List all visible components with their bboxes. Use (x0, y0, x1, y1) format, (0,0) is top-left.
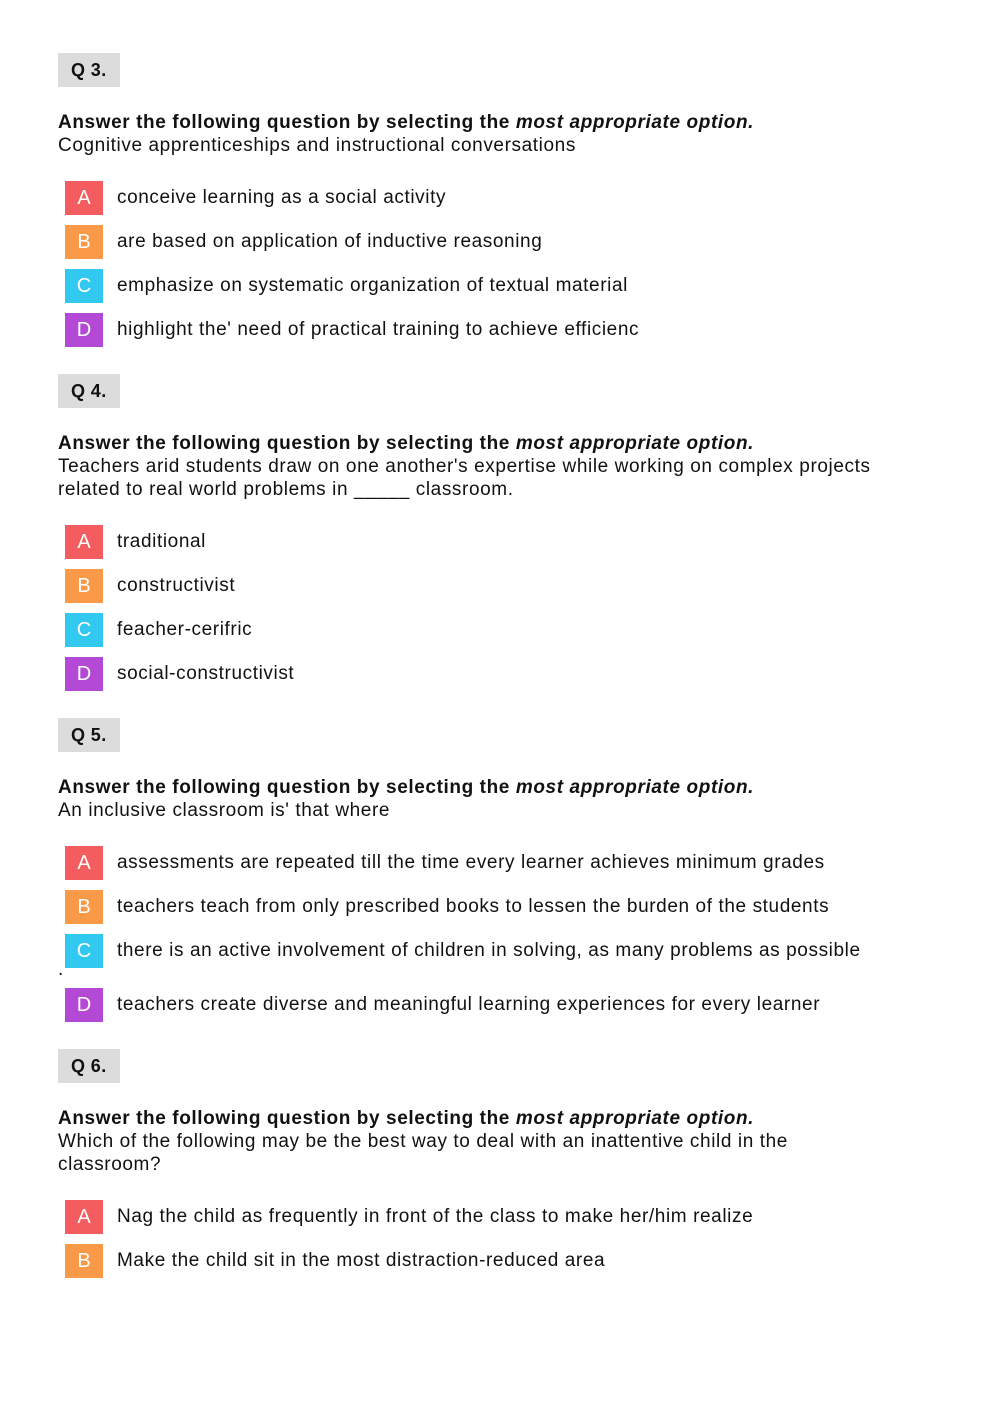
option-badge-c: C (65, 934, 103, 968)
option-text: teachers create diverse and meaningful learning experiences for every learner (117, 994, 821, 1015)
question-5 (58, 718, 938, 1022)
option-badge-b: B (65, 569, 103, 603)
option-text: are based on application of inductive reasoning (117, 231, 543, 252)
option-text: Nag the child as frequently in front of the class to make her/him realize (117, 1206, 754, 1227)
option-badge-d: D (65, 313, 103, 347)
option-badge-c: C (65, 613, 103, 647)
option-b[interactable] (58, 569, 938, 603)
option-text: highlight the' need of practical training to achieve efficienc (117, 319, 640, 340)
option-text: traditional (117, 531, 206, 552)
option-a[interactable] (58, 525, 938, 559)
option-text: conceive learning as a social activity (117, 187, 447, 208)
options-list (58, 1200, 938, 1278)
option-badge-c: C (65, 269, 103, 303)
option-d[interactable] (58, 988, 938, 1022)
question-stem: Which of the following may be the best way to deal with an inattentive child in the classroom? (58, 1131, 788, 1175)
options-list (58, 181, 938, 347)
instruction (58, 1107, 938, 1176)
question-number: Q 3. (58, 53, 120, 87)
option-b[interactable] (58, 225, 938, 259)
option-text: teachers teach from only prescribed books to lessen the burden of the students (117, 896, 830, 917)
option-text: social-constructivist (117, 663, 295, 684)
question-3 (58, 53, 938, 347)
options-list (58, 846, 938, 1022)
instruction (58, 432, 938, 501)
option-badge-a: A (65, 1200, 103, 1234)
option-c[interactable] (58, 269, 938, 303)
question-page (58, 53, 938, 1288)
instruction-emphasis: most appropriate option. (515, 112, 755, 133)
instruction-emphasis: most appropriate option. (515, 777, 755, 798)
option-text: emphasize on systematic organization of textual material (117, 275, 628, 296)
instruction-text: Answer the following question by selecting the (58, 1108, 516, 1129)
option-badge-a: A (65, 846, 103, 880)
option-text: Make the child sit in the most distraction-reduced area (117, 1250, 606, 1271)
option-badge-d: D (65, 988, 103, 1022)
instruction-emphasis: most appropriate option. (515, 433, 755, 454)
question-number: Q 4. (58, 374, 120, 408)
question-4 (58, 374, 938, 691)
option-a[interactable] (58, 1200, 938, 1234)
question-6 (58, 1049, 938, 1278)
option-a[interactable] (58, 846, 938, 880)
question-number: Q 5. (58, 718, 120, 752)
question-stem: An inclusive classroom is' that where (58, 800, 391, 821)
option-c[interactable] (58, 613, 938, 647)
question-number: Q 6. (58, 1049, 120, 1083)
question-stem: Teachers arid students draw on one another's expertise while working on complex projects related to real world problems in _____ classroom. (58, 456, 871, 500)
option-b[interactable] (58, 1244, 938, 1278)
question-stem: Cognitive apprenticeships and instructional conversations (58, 135, 576, 156)
instruction (58, 111, 938, 157)
option-badge-a: A (65, 525, 103, 559)
option-a[interactable] (58, 181, 938, 215)
option-b[interactable] (58, 890, 938, 924)
option-trailing-text: . (58, 959, 64, 980)
option-text: feacher-cerifric (117, 619, 253, 640)
option-badge-a: A (65, 181, 103, 215)
option-badge-d: D (65, 657, 103, 691)
option-d[interactable] (58, 313, 938, 347)
instruction-text: Answer the following question by selecting the (58, 777, 516, 798)
option-text: constructivist (117, 575, 236, 596)
instruction-text: Answer the following question by selecting the (58, 112, 516, 133)
options-list (58, 525, 938, 691)
option-badge-b: B (65, 890, 103, 924)
instruction-text: Answer the following question by selecting the (58, 433, 516, 454)
instruction-emphasis: most appropriate option. (515, 1108, 755, 1129)
instruction (58, 776, 938, 822)
option-text: assessments are repeated till the time every learner achieves minimum grades (117, 852, 825, 873)
option-badge-b: B (65, 1244, 103, 1278)
option-c[interactable] (58, 934, 938, 968)
option-text: there is an active involvement of children in solving, as many problems as possible (117, 940, 861, 961)
option-d[interactable] (58, 657, 938, 691)
option-badge-b: B (65, 225, 103, 259)
